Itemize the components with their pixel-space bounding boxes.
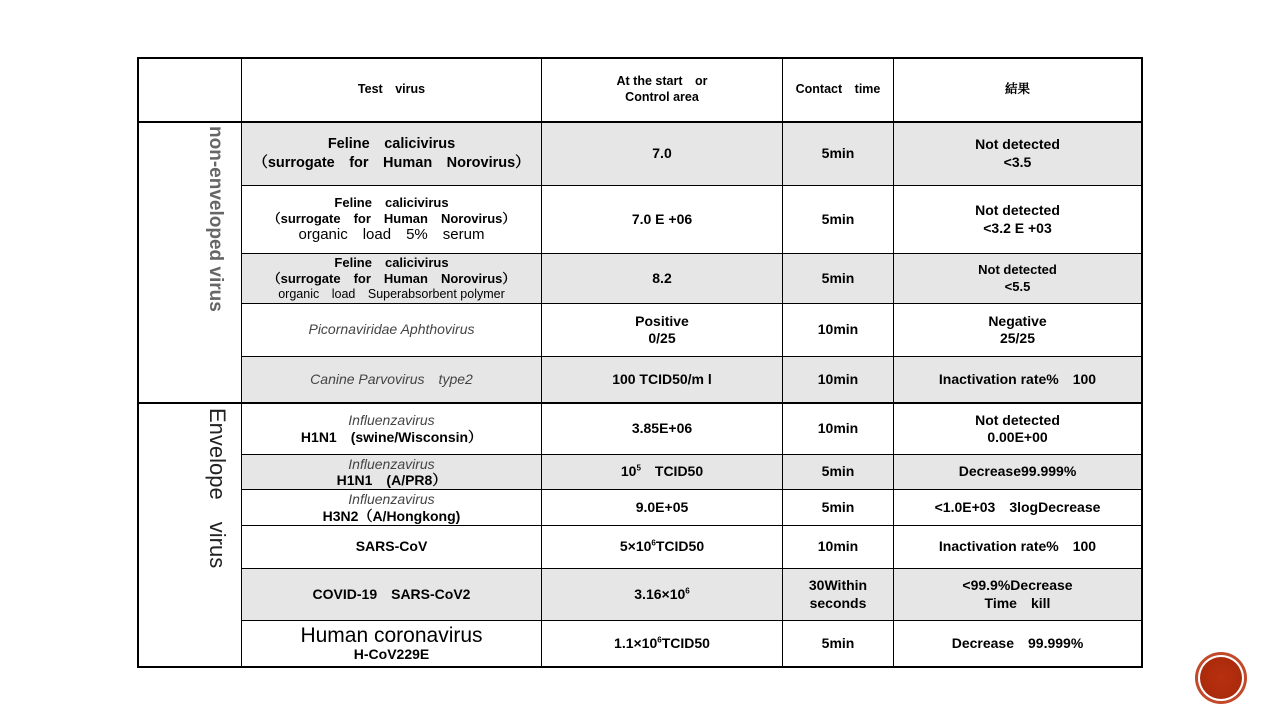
row11-time: 5min bbox=[821, 634, 855, 651]
row2-virus: Feline calicivirus （surrogate for Human Norovirus） organic load 5% serum bbox=[267, 194, 516, 244]
row8-result: <1.0E+03 3logDecrease bbox=[934, 498, 1101, 515]
row10-time: 30Within seconds bbox=[808, 577, 868, 611]
row5-virus: Canine Parvovirus type2 bbox=[310, 370, 473, 387]
row1-result: Not detected <3.5 bbox=[975, 136, 1060, 170]
row1-start: 7.0 bbox=[652, 144, 672, 161]
row5-time: 10min bbox=[817, 370, 859, 387]
group-label-envelope: Envelope virus bbox=[205, 408, 230, 569]
header-contact-time: Contact time bbox=[795, 81, 881, 96]
row2-start: 7.0 E +06 bbox=[631, 210, 693, 227]
row10-virus: COVID-19 SARS-CoV2 bbox=[312, 585, 471, 602]
group-label-non-enveloped: non-enveloped virus bbox=[205, 126, 226, 312]
header-start: At the start or Control area bbox=[616, 73, 708, 104]
header-test-virus: Test virus bbox=[357, 81, 426, 96]
row11-result: Decrease 99.999% bbox=[951, 634, 1084, 651]
row6-result: Not detected 0.00E+00 bbox=[975, 411, 1060, 445]
row6-start: 3.85E+06 bbox=[631, 420, 693, 437]
row3-start: 8.2 bbox=[652, 269, 672, 286]
row10-start: $3.16\times 10^6$ bbox=[634, 585, 690, 602]
row4-result: Negative 25/25 bbox=[988, 312, 1047, 346]
row8-start: 9.0E+05 bbox=[635, 498, 689, 515]
row5-start: 100 TCID50/m l bbox=[612, 370, 712, 387]
row3-virus: Feline calicivirus （surrogate for Human Norovirus） organic load Superabsorbent polymer bbox=[267, 255, 516, 301]
row3-time: 5min bbox=[821, 269, 855, 286]
header-result: 結果 bbox=[1004, 81, 1030, 96]
row8-virus: Influenzavirus H3N2（A/Hongkong) bbox=[322, 491, 461, 524]
row7-time: 5min bbox=[821, 463, 855, 480]
row1-time: 5min bbox=[821, 144, 855, 161]
row4-time: 10min bbox=[817, 321, 859, 338]
row7-virus: Influenzavirus H1N1 (A/PR8） bbox=[336, 455, 447, 488]
row11-start: $1.1\times 10^6TCID50$ bbox=[614, 634, 710, 651]
row8-time: 5min bbox=[821, 498, 855, 515]
row7-result: Decrease99.999% bbox=[958, 463, 1077, 480]
row2-result: Not detected <3.2 E +03 bbox=[975, 202, 1060, 236]
row10-result: <99.9%Decrease Time kill bbox=[962, 577, 1073, 611]
row4-start: Positive 0/25 bbox=[635, 312, 689, 346]
row2-time: 5min bbox=[821, 210, 855, 227]
row9-start: $5\times 10^6TCID50$ bbox=[619, 538, 705, 555]
row6-time: 10min bbox=[817, 420, 859, 437]
row4-virus: Picornaviridae Aphthovirus bbox=[308, 321, 475, 338]
row1-virus: Feline calicivirus （surrogate for Human Norovirus） bbox=[253, 136, 530, 171]
row7-start: $10^5$ TCID50 bbox=[620, 463, 704, 480]
row6-virus: Influenzavirus H1N1 (swine/Wisconsin） bbox=[300, 411, 483, 445]
row5-result: Inactivation rate% 100 bbox=[938, 370, 1097, 387]
row11-virus: Human coronavirus H-CoV229E bbox=[300, 624, 483, 663]
row9-result: Inactivation rate% 100 bbox=[938, 538, 1097, 555]
row9-virus: SARS-CoV bbox=[355, 538, 428, 555]
row3-result: Not detected <5.5 bbox=[978, 262, 1057, 294]
row9-time: 10min bbox=[817, 538, 859, 555]
slide-logo bbox=[1198, 655, 1244, 701]
